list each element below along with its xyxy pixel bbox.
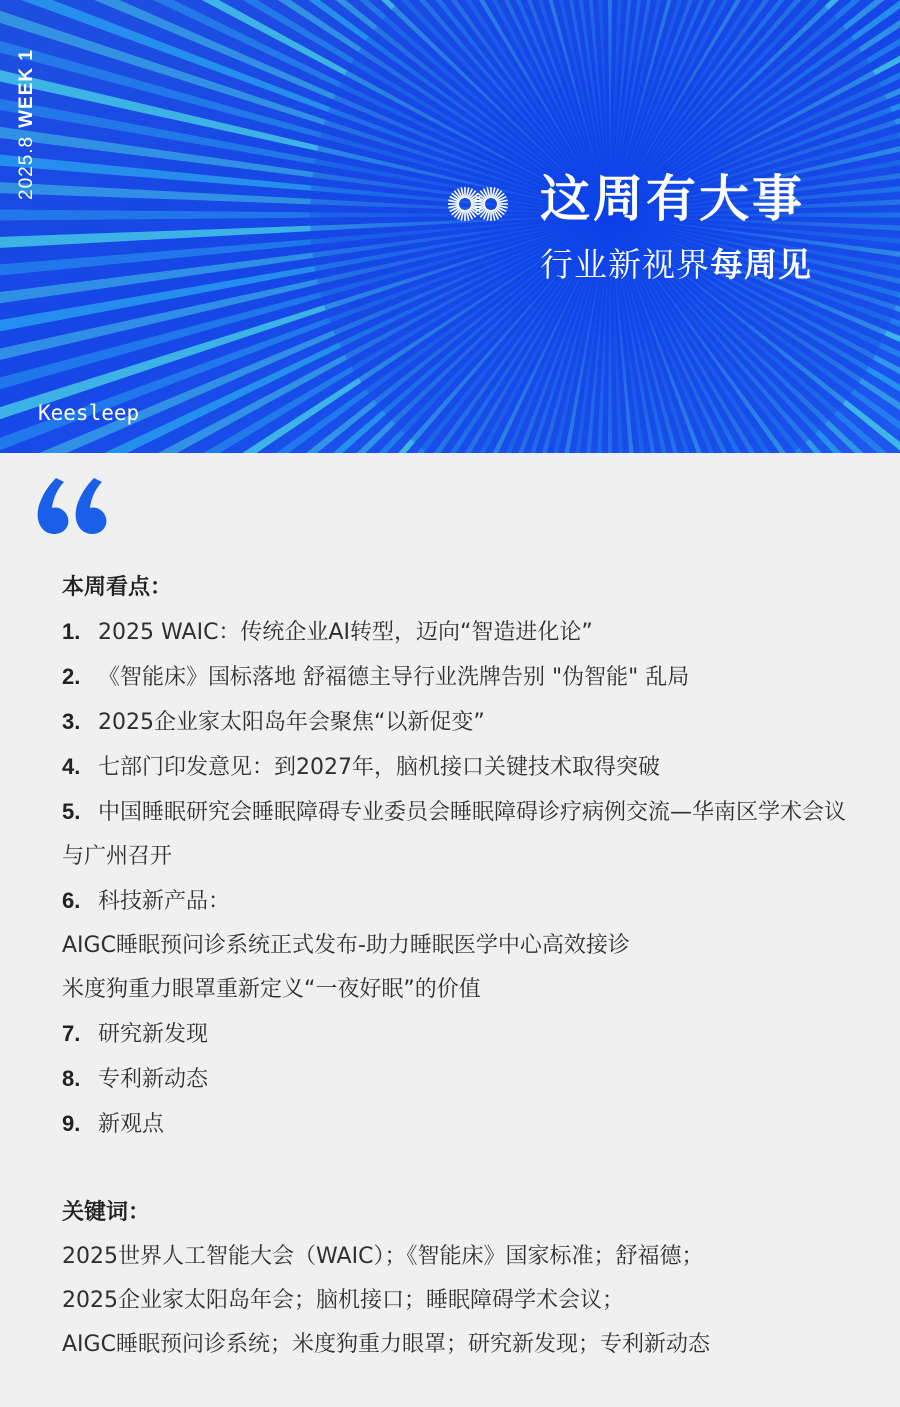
brand-name: Keesleep: [38, 401, 140, 425]
subline-regular: 行业新视界: [540, 245, 710, 284]
highlight-item: 4. 七部门印发意见：到2027年，脑机接口关键技术取得突破: [62, 754, 660, 780]
issue-date: 2025.8: [16, 135, 37, 200]
section-spacer: [62, 1147, 862, 1191]
open-quote-icon: [36, 476, 112, 536]
highlight-item: 8. 专利新动态: [62, 1066, 209, 1092]
highlight-item: 5. 中国睡眠研究会睡眠障碍专业委员会睡眠障碍诊疗病例交流—华南区学术会议与广州召开: [62, 799, 847, 869]
highlight-item: 9. 新观点: [62, 1111, 165, 1137]
keywords-line: AIGC睡眠预问诊系统；米度狗重力眼罩；研究新发现；专利新动态: [62, 1332, 710, 1357]
highlight-item: 6. 科技新产品：: [62, 888, 231, 914]
article-content: [62, 566, 862, 1367]
keywords-line: 2025世界人工智能大会（WAIC）；《智能床》国家标准；舒福德；: [62, 1244, 704, 1269]
issue-date-vertical: [16, 49, 38, 200]
highlight-item: 2. 《智能床》国标落地 舒福德主导行业洗牌告别 "伪智能" 乱局: [62, 664, 690, 690]
banner-headline: 这周有大事: [540, 170, 805, 228]
highlight-item: 7. 研究新发现: [62, 1021, 209, 1047]
highlights-title: 本周看点：: [62, 575, 173, 600]
product-sub-item: AIGC睡眠预问诊系统正式发布-助力睡眠医学中心高效接诊: [62, 933, 630, 958]
header-banner: [0, 0, 900, 453]
banner-subline: [540, 245, 812, 284]
subline-bold: 每周见: [710, 245, 812, 284]
infinity-burst-logo-icon: [446, 184, 510, 224]
issue-week: WEEK 1: [16, 49, 37, 128]
highlight-item: 1. 2025 WAIC：传统企业AI转型，迈向“智造进化论”: [62, 619, 593, 645]
keywords-title: 关键词：: [62, 1200, 151, 1225]
highlight-item: 3. 2025企业家太阳岛年会聚焦“以新促变”: [62, 709, 485, 735]
product-sub-item: 米度狗重力眼罩重新定义“一夜好眠”的价值: [62, 977, 481, 1002]
keywords-line: 2025企业家太阳岛年会；脑机接口；睡眠障碍学术会议；: [62, 1288, 624, 1313]
